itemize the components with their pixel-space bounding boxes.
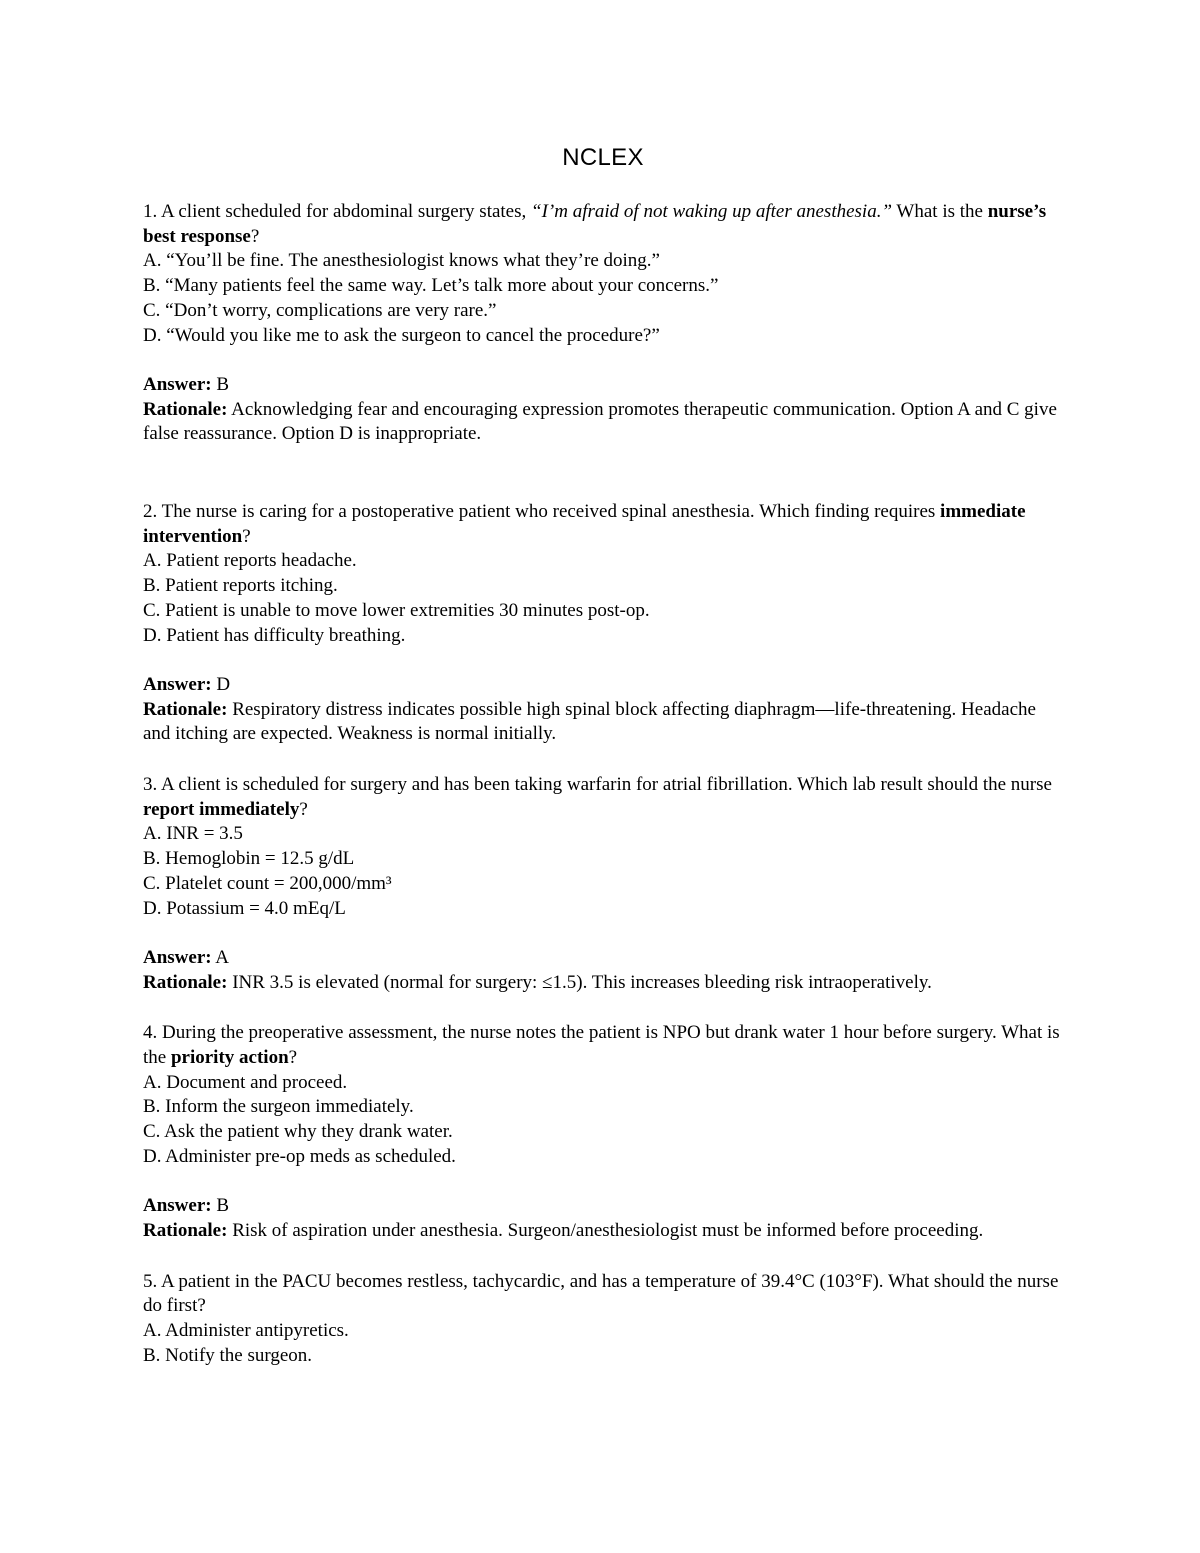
question-1 [143,200,1063,348]
option-c: C. Ask the patient why they drank water. [143,1121,453,1143]
answer-line: Answer: B [143,1195,230,1217]
spacer [143,921,1063,946]
question-stem: 4. During the preoperative assessment, the nurse notes the patient is NPO but drank water 1 hour before surgery. What is the priority action? [143,1022,1060,1069]
option-a: A. Document and proceed. [143,1071,348,1093]
question-stem: 5. A patient in the PACU becomes restless, tachycardic, and has a temperature of 39.4°C (103°F). What should the nurse do first? [143,1270,1059,1317]
answer-block-4 [143,1194,1063,1243]
question-3 [143,773,1063,921]
option-a: A. Administer antipyretics. [143,1320,349,1342]
option-a: A. “You’ll be fine. The anesthesiologist knows what they’re doing.” [143,250,660,272]
question-5 [143,1270,1063,1369]
answer-line: Answer: A [143,946,230,968]
option-b: B. Hemoglobin = 12.5 g/dL [143,848,355,870]
answer-block-2 [143,673,1063,747]
option-d: D. Potassium = 4.0 mEq/L [143,897,346,919]
answer-block-3 [143,946,1063,995]
option-d: D. Administer pre-op meds as scheduled. [143,1145,456,1167]
option-b: B. “Many patients feel the same way. Let’s talk more about your concerns.” [143,275,719,297]
option-a: A. INR = 3.5 [143,823,243,845]
question-2 [143,500,1063,648]
answer-line: Answer: B [143,373,230,395]
option-b: B. Patient reports itching. [143,575,338,597]
document-page [143,142,1063,1368]
spacer [143,348,1063,373]
rationale-line: Rationale: Acknowledging fear and encouraging expression promotes therapeutic communication. Option A and C give false reassurance. Option D is inappropriate. [143,398,1057,445]
answer-block-1 [143,373,1063,447]
rationale-line: Rationale: Respiratory distress indicates possible high spinal block affecting diaphragm—life-threatening. Headache and itching are expected. Weakness is normal initially. [143,698,1036,745]
rationale-line: Rationale: Risk of aspiration under anesthesia. Surgeon/anesthesiologist must be informed before proceeding. [143,1219,984,1241]
question-stem: 2. The nurse is caring for a postoperative patient who received spinal anesthesia. Which finding requires immediate intervention? [143,501,1026,547]
option-d: D. Patient has difficulty breathing. [143,624,406,646]
spacer [143,447,1063,500]
question-stem: 3. A client is scheduled for surgery and has been taking warfarin for atrial fibrillation. Which lab result should the nurse report immediately? [143,774,1052,820]
option-c: C. Patient is unable to move lower extremities 30 minutes post-op. [143,599,650,621]
spacer [143,995,1063,1021]
question-stem: 1. A client scheduled for abdominal surgery states, “I’m afraid of not waking up after anesthesia.” What is the nurse’s best response? [143,201,1047,247]
option-c: C. Platelet count = 200,000/mm³ [143,872,392,894]
spacer [143,747,1063,773]
question-4 [143,1021,1063,1169]
option-d: D. “Would you like me to ask the surgeon to cancel the procedure?” [143,324,660,346]
option-c: C. “Don’t worry, complications are very rare.” [143,299,497,321]
spacer [143,648,1063,673]
option-b: B. Inform the surgeon immediately. [143,1096,414,1118]
option-b: B. Notify the surgeon. [143,1344,313,1366]
rationale-line: Rationale: INR 3.5 is elevated (normal for surgery: ≤1.5). This increases bleeding risk intraoperatively. [143,971,932,993]
answer-line: Answer: D [143,673,231,695]
page-title: NCLEX [562,144,644,171]
option-a: A. Patient reports headache. [143,550,357,572]
spacer [143,1170,1063,1195]
spacer [143,1244,1063,1270]
